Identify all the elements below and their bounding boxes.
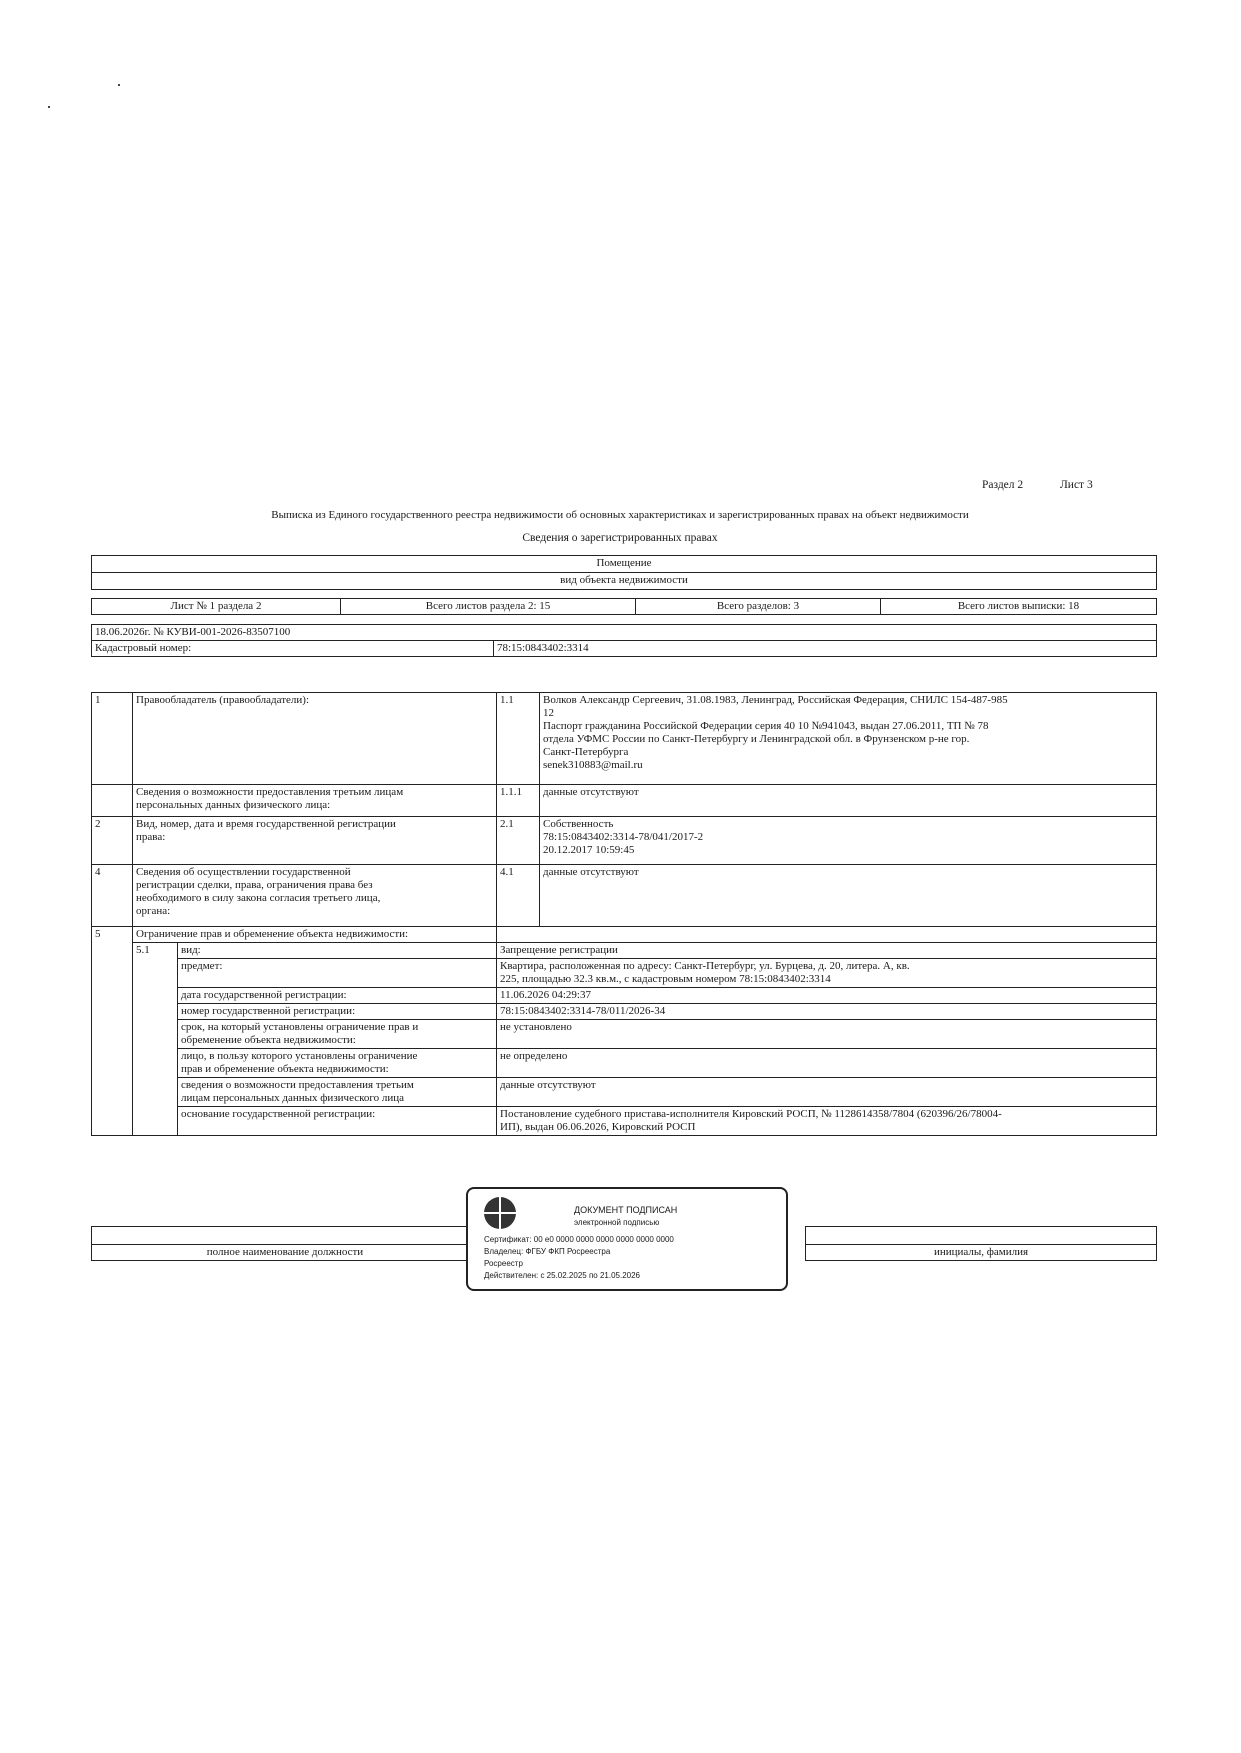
row-number: 5 xyxy=(92,927,133,1136)
row-label-line: органа: xyxy=(136,905,171,917)
row-subnumber: 2.1 xyxy=(497,817,540,865)
row-label-line: персональных данных физического лица: xyxy=(136,799,331,811)
enc-value-line: Запрещение регистрации xyxy=(497,943,1157,959)
stamp-line: Действителен: с 25.02.2025 по 21.05.2026 xyxy=(484,1271,640,1280)
row-subnumber: 4.1 xyxy=(497,865,540,927)
cadastral-label: Кадастровый номер: xyxy=(92,641,494,657)
enc-label-line: номер государственной регистрации: xyxy=(178,1004,497,1020)
table-row xyxy=(92,959,1157,988)
date-number: 18.06.2026г. № КУВИ-001-2026-83507100 xyxy=(92,625,1157,641)
row-value-line: 78:15:0843402:3314-78/041/2017-2 xyxy=(543,831,704,843)
row-subnumber: 1.1 xyxy=(497,693,540,785)
enc-label-line: предмет: xyxy=(178,959,497,988)
row-label-line: Сведения об осуществлении государственной xyxy=(136,866,351,878)
row-label-line: Вид, номер, дата и время государственной регистрации xyxy=(136,818,396,830)
sheets-row xyxy=(91,598,1157,615)
section-label: Раздел 2 xyxy=(982,479,1024,491)
enc-label-line: лицо, в пользу которого установлены ограничение xyxy=(181,1050,418,1062)
row-subnumber: 5.1 xyxy=(133,943,178,1136)
table-row xyxy=(92,865,1157,927)
row-number xyxy=(92,785,133,817)
row-value-line: 20.12.2017 10:59:45 xyxy=(543,844,635,856)
stamp-title: ДОКУМЕНТ ПОДПИСАН xyxy=(574,1205,678,1215)
row-value-line: Волков Александр Сергеевич, 31.08.1983, Ленинград, Российская Федерация, СНИЛС 154-487-985 xyxy=(543,694,1008,706)
stamp-line: Владелец: ФГБУ ФКП Росреестра xyxy=(484,1247,611,1256)
row-label: Правообладатель (правообладатели): xyxy=(133,693,497,785)
id-block xyxy=(91,624,1157,657)
enc-label-line: сведения о возможности предоставления третьим xyxy=(181,1079,414,1091)
row-value-line: Санкт-Петербурга xyxy=(543,746,629,758)
row-label-line: необходимого в силу закона согласия третьего лица, xyxy=(136,892,381,904)
object-caption: вид объекта недвижимости xyxy=(92,573,1157,590)
name-caption: инициалы, фамилия xyxy=(806,1245,1157,1261)
row-value-line: отдела УФМС России по Санкт-Петербургу и Ленинградской обл. в Фрунзенском р-не гор. xyxy=(543,733,970,745)
enc-value-line: 78:15:0843402:3314-78/011/2026-34 xyxy=(497,1004,1157,1020)
table-row xyxy=(92,1078,1157,1107)
enc-value-line: ИП), выдан 06.06.2026, Кировский РОСП xyxy=(500,1121,696,1133)
table-row xyxy=(92,693,1157,785)
enc-value-line: не определено xyxy=(497,1049,1157,1078)
total-sheets-extract: Всего листов выписки: 18 xyxy=(881,599,1157,615)
enc-value-line: 225, площадью 32.3 кв.м., с кадастровым номером 78:15:0843402:3314 xyxy=(500,973,831,985)
enc-value-line: 11.06.2026 04:29:37 xyxy=(497,988,1157,1004)
table-row xyxy=(92,943,1157,959)
row-value-line: senek310883@mail.ru xyxy=(543,759,643,771)
enc-value-line: Квартира, расположенная по адресу: Санкт-Петербург, ул. Бурцева, д. 20, литера. А, кв. xyxy=(500,960,910,972)
total-sheets-section: Всего листов раздела 2: 15 xyxy=(341,599,636,615)
enc-label-line: вид: xyxy=(178,943,497,959)
emblem-icon xyxy=(484,1197,516,1229)
encumbrance-title: Ограничение прав и обременение объекта недвижимости: xyxy=(133,927,497,943)
table-row xyxy=(92,1020,1157,1049)
enc-label-line: обременение объекта недвижимости: xyxy=(181,1034,356,1046)
row-number: 2 xyxy=(92,817,133,865)
e-signature-stamp xyxy=(466,1187,788,1291)
row-label-line: права: xyxy=(136,831,166,843)
cadastral-value: 78:15:0843402:3314 xyxy=(494,641,1157,657)
stamp-line: Сертификат: 00 e0 0000 0000 0000 0000 0000 0000 xyxy=(484,1235,674,1244)
stamp-subtitle: электронной подписью xyxy=(574,1218,660,1227)
row-value-line: данные отсутствуют xyxy=(540,865,1157,927)
position-caption: полное наименование должности xyxy=(92,1245,479,1261)
row-number: 4 xyxy=(92,865,133,927)
enc-label-line: срок, на который установлены ограничение прав и xyxy=(181,1021,419,1033)
row-subnumber: 1.1.1 xyxy=(497,785,540,817)
table-row xyxy=(92,1004,1157,1020)
table-row xyxy=(92,988,1157,1004)
object-name: Помещение xyxy=(92,556,1157,573)
table-row xyxy=(92,785,1157,817)
rights-table xyxy=(91,692,1157,1136)
table-row xyxy=(92,927,1157,943)
table-row xyxy=(92,817,1157,865)
document-subtitle: Сведения о зарегистрированных правах xyxy=(522,532,718,544)
enc-label-line: дата государственной регистрации: xyxy=(178,988,497,1004)
row-label-line: регистрации сделки, права, ограничения права без xyxy=(136,879,373,891)
row-value-line: Собственность xyxy=(543,818,614,830)
object-box xyxy=(91,555,1157,590)
sheet-of-section: Лист № 1 раздела 2 xyxy=(92,599,341,615)
scan-speck xyxy=(118,84,120,86)
document-title: Выписка из Единого государственного реестра недвижимости об основных характеристиках и зарегистрированных правах на объект недвижимости xyxy=(271,509,969,521)
enc-value-line: данные отсутствуют xyxy=(497,1078,1157,1107)
sheet-label: Лист 3 xyxy=(1060,479,1093,491)
enc-value-line: не установлено xyxy=(497,1020,1157,1049)
row-label-line: Сведения о возможности предоставления третьим лицам xyxy=(136,786,404,798)
total-sections: Всего разделов: 3 xyxy=(636,599,881,615)
enc-value-line: Постановление судебного пристава-исполнителя Кировский РОСП, № 1128614358/7804 (620396/26/78004- xyxy=(500,1108,1002,1120)
table-row xyxy=(92,1107,1157,1136)
row-value-line: Паспорт гражданина Российской Федерации серия 40 10 №941043, выдан 27.06.2011, ТП № 78 xyxy=(543,720,989,732)
row-value-line: 12 xyxy=(543,707,554,719)
enc-label-line: основание государственной регистрации: xyxy=(178,1107,497,1136)
stamp-line: Росреестр xyxy=(484,1259,523,1268)
row-value-line: данные отсутствуют xyxy=(540,785,1157,817)
scan-speck xyxy=(48,106,50,108)
enc-label-line: лицам персональных данных физического лица xyxy=(181,1092,405,1104)
enc-label-line: прав и обременение объекта недвижимости: xyxy=(181,1063,389,1075)
row-number: 1 xyxy=(92,693,133,785)
table-row xyxy=(92,1049,1157,1078)
